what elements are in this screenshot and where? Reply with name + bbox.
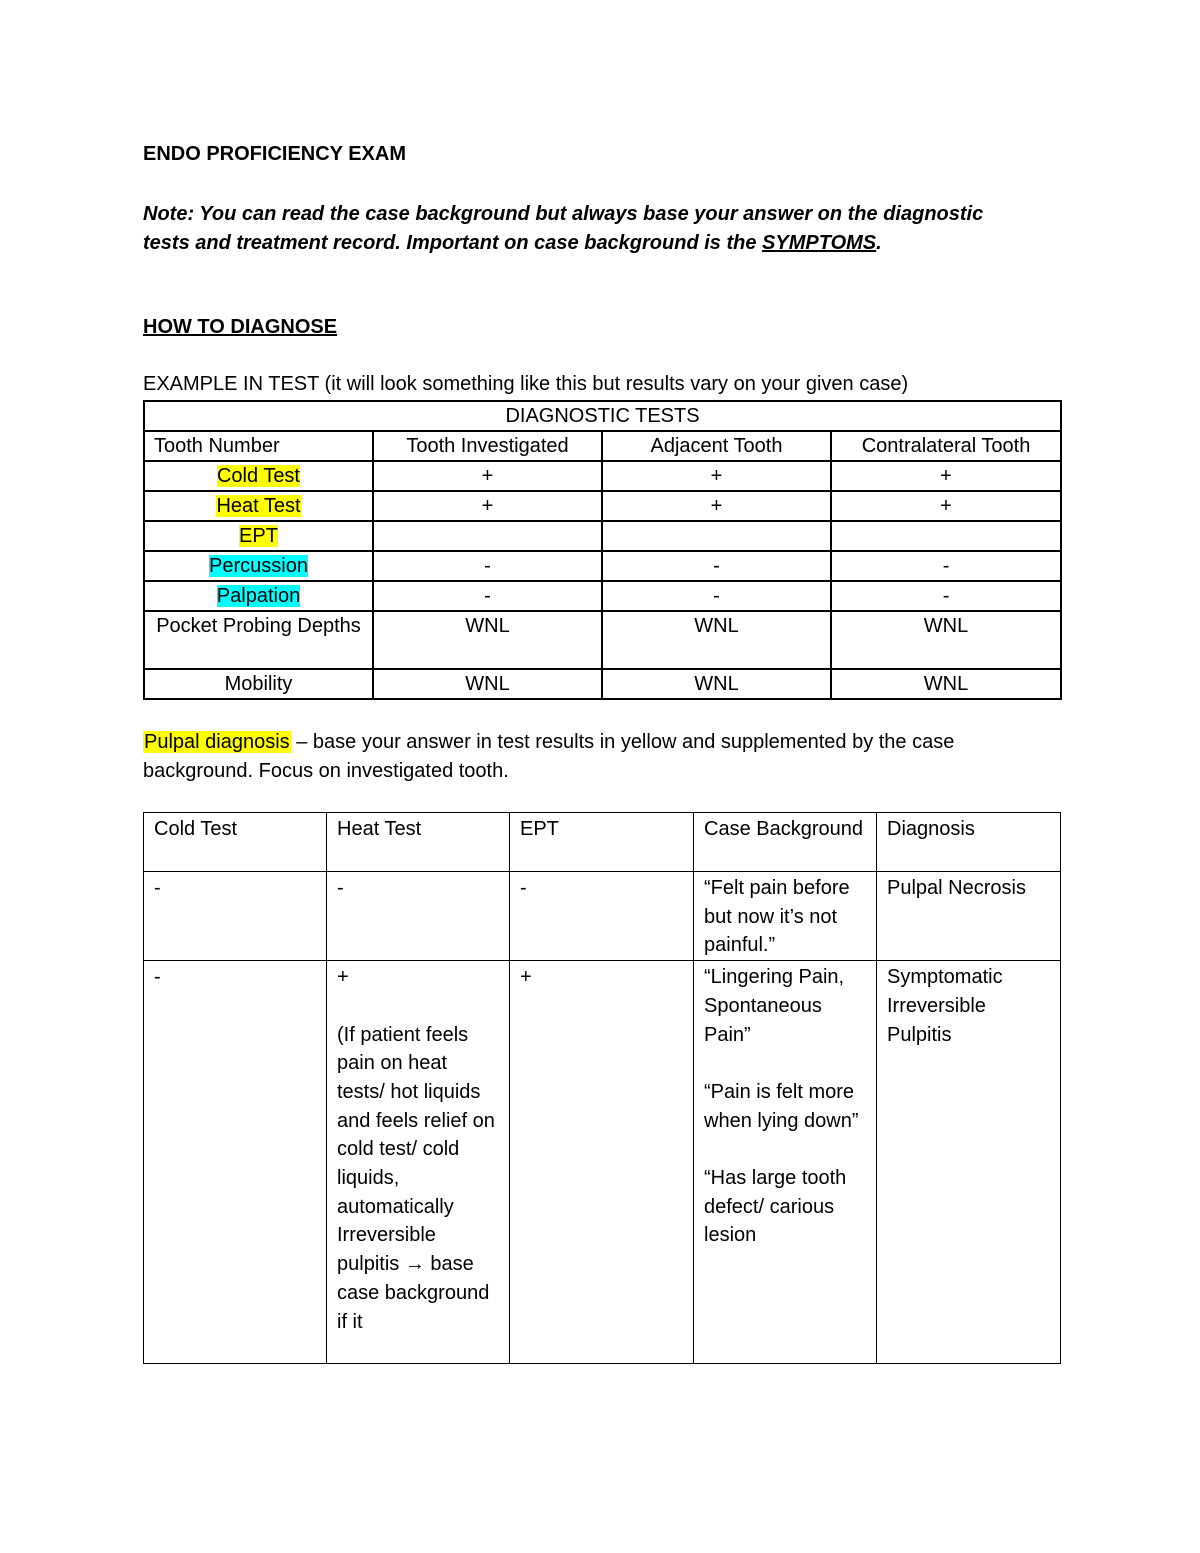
heat-note: (If patient feels pain on heat tests/ hot liquids and feels relief on cold test/ cold liquids, automatically Irreversible pulpitis → base case background if it	[337, 1023, 495, 1333]
table-cell: -	[373, 551, 602, 581]
table-cell: “Felt pain before but now it’s not painful.”	[694, 872, 877, 961]
table-cell	[373, 521, 602, 551]
example-label: EXAMPLE IN TEST (it will look something like this but results vary on your given case)	[143, 373, 909, 395]
table-cell: Symptomatic Irreversible Pulpitis	[877, 961, 1061, 1364]
table-cell: WNL	[831, 669, 1061, 699]
how-to-heading: HOW TO DIAGNOSE	[143, 316, 338, 338]
row-label-cell	[144, 491, 373, 521]
table-cell: WNL	[373, 669, 602, 699]
page-title: ENDO PROFICIENCY EXAM	[143, 143, 406, 165]
row-label: Cold Test	[216, 465, 300, 487]
table-row	[144, 581, 1061, 611]
pulpal-text: – base your answer in test results in yellow and supplemented by the case background. Focus on investigated tooth.	[143, 731, 955, 782]
row-label: Percussion	[209, 555, 308, 577]
row-label: Heat Test	[216, 495, 301, 517]
row-label: Palpation	[216, 585, 301, 607]
background-symptom: “Has large tooth defect/ carious lesion	[704, 1167, 847, 1247]
note-paragraph	[143, 200, 1023, 258]
table-cell: +	[831, 461, 1061, 491]
table-cell: -	[602, 581, 831, 611]
table-cell: +	[831, 491, 1061, 521]
table-cell: WNL	[831, 611, 1061, 669]
background-symptom: “Pain is felt more when lying down”	[704, 1080, 859, 1132]
table-row	[144, 491, 1061, 521]
table-cell: +	[373, 461, 602, 491]
row-label-cell: Pocket Probing Depths	[144, 611, 373, 669]
table-cell	[831, 521, 1061, 551]
heat-sign: +	[337, 966, 349, 989]
table-header-row	[144, 813, 1061, 872]
table-row	[144, 461, 1061, 491]
table-cell: -	[144, 872, 327, 961]
table-row	[144, 669, 1061, 699]
table-row	[144, 872, 1061, 961]
pulpal-diagnosis-table	[143, 812, 1061, 1364]
diagnostic-tests-table	[143, 400, 1062, 700]
table-cell	[327, 961, 510, 1364]
table-cell: -	[831, 581, 1061, 611]
table-cell	[694, 961, 877, 1364]
background-symptom: “Lingering Pain, Spontaneous Pain”	[704, 966, 845, 1046]
table-cell: WNL	[373, 611, 602, 669]
table-cell: Pulpal Necrosis	[877, 872, 1061, 961]
diagnostic-table-title: DIAGNOSTIC TESTS	[144, 401, 1061, 431]
header-cell: Case Background	[694, 813, 877, 872]
table-cell: -	[831, 551, 1061, 581]
table-cell: +	[602, 461, 831, 491]
table-row	[144, 961, 1061, 1364]
table-header-row	[144, 431, 1061, 461]
table-cell: +	[510, 961, 694, 1364]
table-cell: -	[510, 872, 694, 961]
header-cell: Diagnosis	[877, 813, 1061, 872]
table-cell: -	[602, 551, 831, 581]
header-cell: Cold Test	[144, 813, 327, 872]
symptoms-text: SYMPTOMS	[762, 232, 877, 254]
header-cell: Tooth Number	[144, 431, 373, 461]
header-cell: Heat Test	[327, 813, 510, 872]
table-row	[144, 611, 1061, 669]
row-label: EPT	[239, 525, 278, 547]
pulpal-diagnosis-paragraph	[143, 728, 1060, 786]
row-label-cell	[144, 551, 373, 581]
header-cell: Tooth Investigated	[373, 431, 602, 461]
table-cell	[602, 521, 831, 551]
row-label-cell	[144, 461, 373, 491]
header-cell: Adjacent Tooth	[602, 431, 831, 461]
table-cell: -	[144, 961, 327, 1364]
table-cell: -	[373, 581, 602, 611]
pulpal-label: Pulpal diagnosis	[144, 731, 290, 753]
row-label-cell: Mobility	[144, 669, 373, 699]
table-row	[144, 401, 1061, 431]
table-row	[144, 521, 1061, 551]
table-row	[144, 551, 1061, 581]
table-cell: -	[327, 872, 510, 961]
table-cell: +	[602, 491, 831, 521]
table-cell: +	[373, 491, 602, 521]
header-cell: Contralateral Tooth	[831, 431, 1061, 461]
row-label-cell	[144, 581, 373, 611]
table-cell: WNL	[602, 669, 831, 699]
table-cell: WNL	[602, 611, 831, 669]
note-text: Note: You can read the case background but always base your answer on the diagnostic tests and treatment record. Important on case background is the	[143, 203, 984, 254]
note-end: .	[876, 232, 882, 254]
row-label-cell	[144, 521, 373, 551]
header-cell: EPT	[510, 813, 694, 872]
